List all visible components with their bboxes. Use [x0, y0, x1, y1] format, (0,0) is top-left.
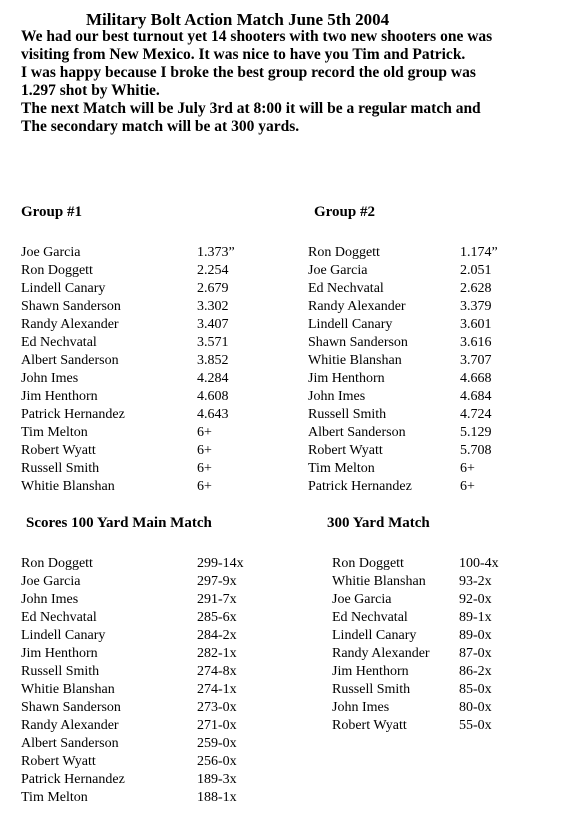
shooter-name: Whitie Blanshan	[21, 682, 115, 697]
score-value: 274-8x	[197, 664, 237, 679]
score-value: 3.407	[197, 317, 229, 332]
score-value: 6+	[197, 443, 212, 458]
result-row	[308, 244, 498, 262]
result-row	[21, 645, 244, 663]
group1-heading: Group #1	[21, 204, 82, 220]
result-row	[21, 573, 244, 591]
result-row	[332, 609, 499, 627]
score-value: 4.608	[197, 389, 229, 404]
shooter-name: Randy Alexander	[308, 299, 406, 314]
score-value: 6+	[197, 479, 212, 494]
result-row	[21, 280, 235, 298]
score-value: 93-2x	[459, 574, 492, 589]
shooter-name: Joe Garcia	[21, 574, 81, 589]
shooter-name: Ed Nechvatal	[332, 610, 408, 625]
shooter-name: Russell Smith	[332, 682, 411, 697]
result-row	[21, 627, 244, 645]
result-row	[21, 609, 244, 627]
score-value: 6+	[460, 479, 475, 494]
shooter-name: Albert Sanderson	[308, 425, 406, 440]
score-value: 2.051	[460, 263, 492, 278]
score-value: 3.379	[460, 299, 492, 314]
shooter-name: Robert Wyatt	[332, 718, 407, 733]
result-row	[21, 789, 244, 807]
result-row	[21, 460, 235, 478]
intro-line: visiting from New Mexico. It was nice to have you Tim and Patrick.	[21, 46, 466, 63]
result-row	[21, 334, 235, 352]
shooter-name: Russell Smith	[21, 461, 100, 476]
shooter-name: Randy Alexander	[21, 317, 119, 332]
group2-heading: Group #2	[314, 204, 375, 220]
score-value: 274-1x	[197, 682, 237, 697]
shooter-name: John Imes	[332, 700, 390, 715]
score-value: 282-1x	[197, 646, 237, 661]
result-row	[21, 262, 235, 280]
score-value: 86-2x	[459, 664, 492, 679]
shooter-name: Lindell Canary	[308, 317, 393, 332]
result-row	[308, 460, 498, 478]
score-value: 85-0x	[459, 682, 492, 697]
score-value: 1.174”	[460, 245, 498, 260]
intro-line: The secondary match will be at 300 yards.	[21, 118, 300, 135]
result-row	[21, 370, 235, 388]
yard300-results	[332, 555, 499, 735]
result-row	[21, 298, 235, 316]
result-row	[332, 555, 499, 573]
shooter-name: Jim Henthorn	[21, 389, 98, 404]
score-value: 80-0x	[459, 700, 492, 715]
score-value: 3.616	[460, 335, 492, 350]
score-value: 189-3x	[197, 772, 237, 787]
result-row	[308, 370, 498, 388]
score-value: 291-7x	[197, 592, 237, 607]
score-value: 1.373”	[197, 245, 235, 260]
group1-results	[21, 244, 235, 496]
score-value: 273-0x	[197, 700, 237, 715]
result-row	[332, 681, 499, 699]
yard300-heading: 300 Yard Match	[327, 515, 430, 531]
shooter-name: Ron Doggett	[21, 556, 93, 571]
result-row	[332, 573, 499, 591]
shooter-name: Lindell Canary	[21, 281, 106, 296]
shooter-name: Randy Alexander	[21, 718, 119, 733]
score-value: 3.601	[460, 317, 492, 332]
shooter-name: Russell Smith	[21, 664, 100, 679]
score-value: 4.724	[460, 407, 492, 422]
main-match-heading: Scores 100 Yard Main Match	[26, 515, 212, 531]
score-value: 297-9x	[197, 574, 237, 589]
result-row	[21, 424, 235, 442]
result-row	[332, 645, 499, 663]
shooter-name: Randy Alexander	[332, 646, 430, 661]
shooter-name: John Imes	[21, 371, 79, 386]
result-row	[308, 424, 498, 442]
shooter-name: Jim Henthorn	[21, 646, 98, 661]
shooter-name: Joe Garcia	[308, 263, 368, 278]
shooter-name: Shawn Sanderson	[21, 700, 121, 715]
shooter-name: Lindell Canary	[21, 628, 106, 643]
score-value: 89-0x	[459, 628, 492, 643]
score-value: 6+	[197, 425, 212, 440]
shooter-name: Robert Wyatt	[21, 754, 96, 769]
result-row	[308, 280, 498, 298]
result-row	[21, 442, 235, 460]
shooter-name: Albert Sanderson	[21, 736, 119, 751]
result-row	[332, 663, 499, 681]
score-value: 285-6x	[197, 610, 237, 625]
score-value: 3.571	[197, 335, 229, 350]
score-value: 2.254	[197, 263, 229, 278]
shooter-name: Albert Sanderson	[21, 353, 119, 368]
shooter-name: Ed Nechvatal	[21, 610, 97, 625]
shooter-name: Joe Garcia	[21, 245, 81, 260]
score-value: 4.284	[197, 371, 229, 386]
result-row	[21, 717, 244, 735]
shooter-name: Lindell Canary	[332, 628, 417, 643]
shooter-name: Whitie Blanshan	[21, 479, 115, 494]
page-title: Military Bolt Action Match June 5th 2004	[86, 10, 390, 29]
shooter-name: Ed Nechvatal	[308, 281, 384, 296]
shooter-name: Tim Melton	[21, 790, 88, 805]
shooter-name: Russell Smith	[308, 407, 387, 422]
score-value: 3.302	[197, 299, 229, 314]
intro-line: We had our best turnout yet 14 shooters with two new shooters one was	[21, 28, 493, 45]
score-value: 55-0x	[459, 718, 492, 733]
score-value: 2.679	[197, 281, 229, 296]
result-row	[308, 316, 498, 334]
intro-paragraph	[21, 28, 586, 136]
shooter-name: Jim Henthorn	[308, 371, 385, 386]
result-row	[308, 388, 498, 406]
score-value: 4.643	[197, 407, 229, 422]
shooter-name: Tim Melton	[308, 461, 375, 476]
score-value: 5.129	[460, 425, 492, 440]
shooter-name: John Imes	[308, 389, 366, 404]
result-row	[21, 771, 244, 789]
shooter-name: Shawn Sanderson	[21, 299, 121, 314]
score-value: 284-2x	[197, 628, 237, 643]
result-row	[332, 717, 499, 735]
group2-results	[308, 244, 498, 496]
result-row	[21, 591, 244, 609]
shooter-name: Ed Nechvatal	[21, 335, 97, 350]
result-row	[308, 478, 498, 496]
shooter-name: John Imes	[21, 592, 79, 607]
result-row	[21, 663, 244, 681]
result-row	[308, 442, 498, 460]
intro-line: The next Match will be July 3rd at 8:00 it will be a regular match and	[21, 100, 481, 117]
shooter-name: Tim Melton	[21, 425, 88, 440]
result-row	[21, 406, 235, 424]
intro-line: I was happy because I broke the best group record the old group was	[21, 64, 476, 81]
result-row	[21, 316, 235, 334]
shooter-name: Shawn Sanderson	[308, 335, 408, 350]
score-value: 100-4x	[459, 556, 499, 571]
score-value: 87-0x	[459, 646, 492, 661]
result-row	[308, 406, 498, 424]
shooter-name: Whitie Blanshan	[332, 574, 426, 589]
score-value: 3.707	[460, 353, 492, 368]
shooter-name: Patrick Hernandez	[21, 407, 125, 422]
result-row	[332, 591, 499, 609]
result-row	[21, 388, 235, 406]
score-value: 259-0x	[197, 736, 237, 751]
shooter-name: Joe Garcia	[332, 592, 392, 607]
intro-line: 1.297 shot by Whitie.	[21, 82, 160, 99]
shooter-name: Ron Doggett	[332, 556, 404, 571]
shooter-name: Robert Wyatt	[21, 443, 96, 458]
score-value: 271-0x	[197, 718, 237, 733]
result-row	[21, 681, 244, 699]
shooter-name: Whitie Blanshan	[308, 353, 402, 368]
score-value: 3.852	[197, 353, 229, 368]
score-value: 6+	[460, 461, 475, 476]
result-row	[21, 555, 244, 573]
result-row	[332, 699, 499, 717]
score-value: 2.628	[460, 281, 492, 296]
score-value: 4.684	[460, 389, 492, 404]
score-value: 256-0x	[197, 754, 237, 769]
score-value: 5.708	[460, 443, 492, 458]
score-value: 188-1x	[197, 790, 237, 805]
shooter-name: Ron Doggett	[21, 263, 93, 278]
result-row	[308, 334, 498, 352]
shooter-name: Robert Wyatt	[308, 443, 383, 458]
score-value: 92-0x	[459, 592, 492, 607]
main-match-results	[21, 555, 244, 807]
result-row	[308, 298, 498, 316]
result-row	[332, 627, 499, 645]
score-value: 299-14x	[197, 556, 244, 571]
shooter-name: Jim Henthorn	[332, 664, 409, 679]
score-value: 6+	[197, 461, 212, 476]
shooter-name: Patrick Hernandez	[308, 479, 412, 494]
result-row	[21, 735, 244, 753]
result-row	[308, 262, 498, 280]
result-row	[21, 244, 235, 262]
result-row	[21, 753, 244, 771]
shooter-name: Ron Doggett	[308, 245, 380, 260]
result-row	[21, 478, 235, 496]
shooter-name: Patrick Hernandez	[21, 772, 125, 787]
result-row	[21, 352, 235, 370]
result-row	[308, 352, 498, 370]
result-row	[21, 699, 244, 717]
score-value: 89-1x	[459, 610, 492, 625]
score-value: 4.668	[460, 371, 492, 386]
